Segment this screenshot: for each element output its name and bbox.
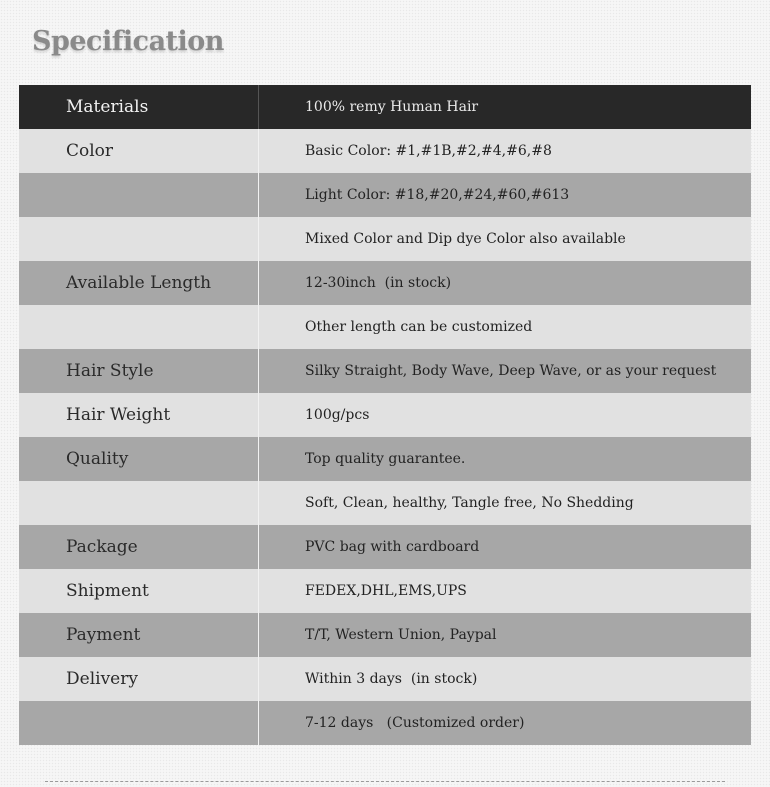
row-value: Top quality guarantee. xyxy=(305,451,466,467)
row-value: Mixed Color and Dip dye Color also available xyxy=(305,231,626,247)
row-value: Within 3 days (in stock) xyxy=(305,671,478,687)
row-value: 100g/pcs xyxy=(305,407,370,423)
table-row xyxy=(19,217,751,261)
row-label xyxy=(19,701,259,745)
row-value: T/T, Western Union, Paypal xyxy=(305,627,497,643)
row-label xyxy=(19,305,259,349)
table-row xyxy=(19,701,751,745)
row-label: Payment xyxy=(19,613,259,657)
row-value: Basic Color: #1,#1B,#2,#4,#6,#8 xyxy=(305,143,552,159)
row-label: Delivery xyxy=(19,657,259,701)
row-label: Quality xyxy=(19,437,259,481)
row-label: Package xyxy=(19,525,259,569)
row-label xyxy=(19,173,259,217)
row-label: Hair Style xyxy=(19,349,259,393)
row-value: Silky Straight, Body Wave, Deep Wave, or as your request xyxy=(305,363,717,379)
row-label: Materials xyxy=(19,85,259,129)
table-row xyxy=(19,85,751,129)
table-row xyxy=(19,129,751,173)
table-row xyxy=(19,437,751,481)
dashed-divider xyxy=(45,781,725,782)
table-row xyxy=(19,481,751,525)
page-title: Specification xyxy=(32,26,224,57)
specification-table xyxy=(19,85,751,745)
table-row xyxy=(19,261,751,305)
row-label: Shipment xyxy=(19,569,259,613)
row-label: Hair Weight xyxy=(19,393,259,437)
row-value: 12-30inch (in stock) xyxy=(305,275,452,291)
row-value: Other length can be customized xyxy=(305,319,533,335)
row-label: Color xyxy=(19,129,259,173)
table-row xyxy=(19,657,751,701)
table-row xyxy=(19,525,751,569)
row-value: Light Color: #18,#20,#24,#60,#613 xyxy=(305,187,570,203)
table-row xyxy=(19,305,751,349)
row-value: Soft, Clean, healthy, Tangle free, No Shedding xyxy=(305,495,634,511)
row-label: Available Length xyxy=(19,261,259,305)
row-value: 100% remy Human Hair xyxy=(305,99,479,115)
table-row xyxy=(19,349,751,393)
table-row xyxy=(19,613,751,657)
row-value: PVC bag with cardboard xyxy=(305,539,480,555)
table-row xyxy=(19,393,751,437)
table-row xyxy=(19,569,751,613)
row-value: 7-12 days (Customized order) xyxy=(305,715,525,731)
row-label xyxy=(19,481,259,525)
row-value: FEDEX,DHL,EMS,UPS xyxy=(305,583,467,599)
row-label xyxy=(19,217,259,261)
table-row xyxy=(19,173,751,217)
